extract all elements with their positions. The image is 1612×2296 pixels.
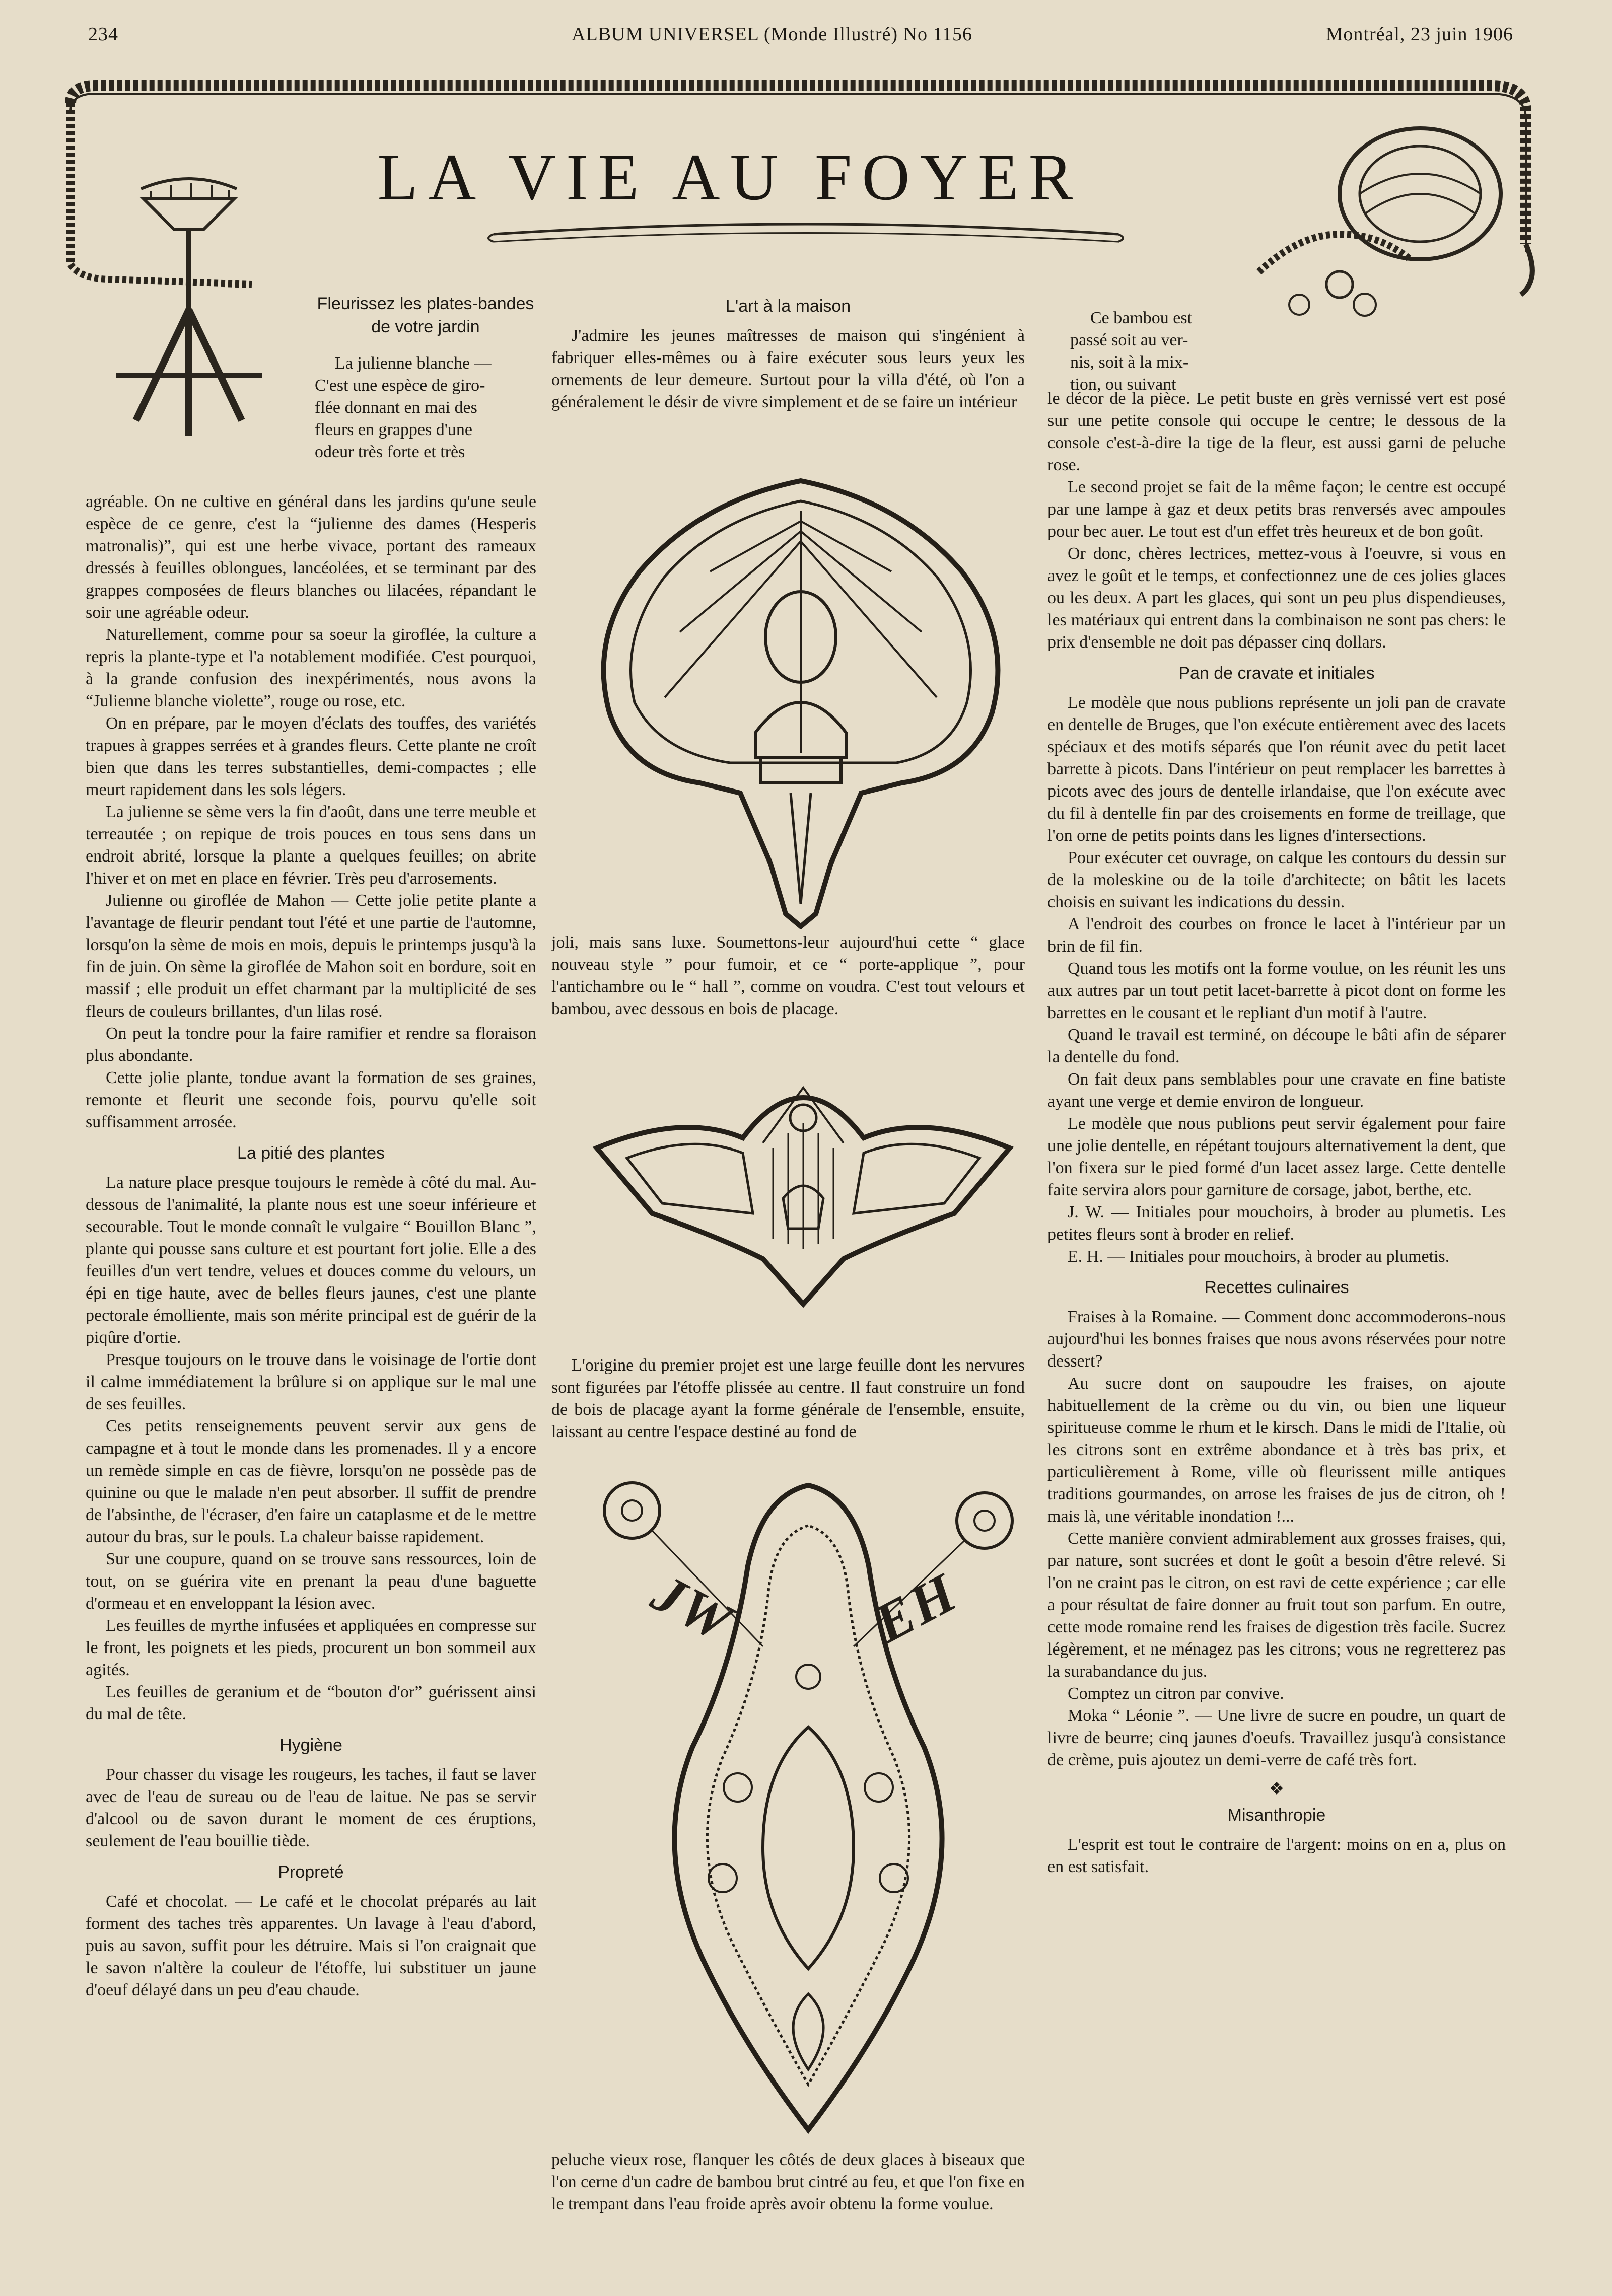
- lace-initials-eh: EH: [864, 1561, 967, 1655]
- paragraph: joli, mais sans luxe. Soumettons-leur aujourd'hui cette “ glace nouveau style ” pour fumoir, et ce “ porte-applique ”, pour l'antichambre ou le “ hall ”, comme on voudra. C'est tout velours et bambou, avec dessous en bois de placage.: [551, 933, 1025, 1018]
- paragraph: Comptez un citron par convive.: [1068, 1684, 1284, 1703]
- art-article-cont: [551, 931, 1025, 1020]
- art-article-end: [551, 2149, 1025, 2215]
- paragraph: le décor de la pièce. Le petit buste en grès vernissé vert est posé sur une petite console qui occupe le centre; le dessous de la console c'est-à-dire la tige de la fleur, est aussi garni de peluche rose.: [1047, 389, 1506, 474]
- paragraph: Ces petits renseignements peuvent servir aux gens de campagne et à tout le monde dans les promenades. Il y a encore un remède simple en cas de fièvre, lorsqu'on ne possède pas de quinine ou que le malade n'en peut absorber. Il suffit de prendre de l'absinthe, de l'écraser, d'en faire un cataplasme et de le mettre autour du bras, sur le pouls. La chaleur baisse rapidement.: [86, 1417, 536, 1546]
- paragraph: Presque toujours on le trouve dans le voisinage de l'ortie dont il calme immédiatement la brûlure si on applique sur le mal une de ses feuilles.: [86, 1350, 536, 1413]
- art-article-cont2: [551, 1354, 1025, 1443]
- paragraph: Cette manière convient admirablement aux grosses fraises, qui, par nature, sont sucrées et dont le goût a besoin d'être relevé. Si l'on ne craint pas le citron, on est ravi de cette expérience ; car elle a pour résultat de faire donner au fruit tout son parfum. En outre, cette mode romaine rend les fraises de digestion très facile. Sucrez légèrement, et ne ménagez pas les citrons; vous ne regretterez pas la surabandance du jus.: [1047, 1529, 1506, 1681]
- paragraph: Moka “ Léonie ”. — Une livre de sucre en poudre, un quart de livre de beurre; cinq jaunes d'oeufs. Travaillez jusqu'à consistance de crème, puis ajoutez un demi-verre de café très fort.: [1047, 1706, 1506, 1769]
- paragraph: Café et chocolat. — Le café et le chocolat préparés au lait forment des taches très apparentes. Un lavage à l'eau d'abord, puis au savon, suffit pour les détruire. Mais si l'on craignait que le savon n'altère la couleur de l'étoffe, lui substituer un jaune d'oeuf délayé dans un peu d'eau chaude.: [86, 1892, 536, 1999]
- paragraph: Quand tous les motifs ont la forme voulue, on les réunit les uns aux autres par un tout petit lacet-barrette à picot dont on forme les barrettes en le cousant et le repliant d'un motif à l'autre.: [1047, 959, 1506, 1022]
- lace-cravat-drawing: [572, 1465, 1045, 2140]
- intro-line: nis, soit à la mix-: [1070, 353, 1189, 372]
- misanthropie-heading: Misanthropie: [1227, 1806, 1326, 1825]
- intro-line: C'est une espèce de giro-: [315, 376, 485, 395]
- paragraph: Cette jolie plante, tondue avant la formation de ses graines, remonte et fleurit une seconde fois, pourvu qu'elle soit suffisamment arrosée.: [86, 1068, 536, 1131]
- paragraph: L'origine du premier projet est une large feuille dont les nervures sont figurées par l'étoffe plissée au centre. Il faut construire un fond de bois de placage ayant la forme générale de l'ensemble, ensuite, laissant au centre l'espace destiné au fond de: [551, 1356, 1025, 1441]
- recipes-heading: Recettes culinaires: [1204, 1278, 1349, 1297]
- bamboo-intro: [1070, 307, 1251, 396]
- paragraph: Quand le travail est terminé, on découpe le bâti afin de séparer la dentelle du fond.: [1047, 1026, 1506, 1066]
- paragraph: J. W. — Initiales pour mouchoirs, à broder au plumetis. Les petites fleurs sont à broder en relief.: [1047, 1203, 1506, 1244]
- page-number: 234: [88, 24, 118, 45]
- lace-initials-jw: JW: [643, 1561, 743, 1654]
- publication-title: ALBUM UNIVERSEL (Monde Illustré) No 1156: [572, 24, 973, 45]
- paragraph: Fraises à la Romaine. — Comment donc accommoderons-nous aujourd'hui les bonnes fraises que nous avons réservées pour notre dessert?: [1047, 1308, 1506, 1371]
- paragraph: J'admire les jeunes maîtresses de maison qui s'ingénient à fabriquer elles-mêmes ou à faire exécuter sous leurs yeux les ornements de leur demeure. Surtout pour la villa d'été, où l'on a généralement le désir de vivre simplement et de se faire un intérieur: [551, 326, 1025, 411]
- plants-heading: La pitié des plantes: [237, 1143, 385, 1163]
- intro-line: tion, ou suivant: [1070, 375, 1176, 394]
- paragraph: On fait deux pans semblables pour une cravate en fine batiste ayant une verge et demie environ de longueur.: [1047, 1070, 1506, 1111]
- paragraph: Les feuilles de myrthe infusées et appliquées en compresse sur le front, les poignets et les pieds, procurent un bon sommeil aux agités.: [86, 1616, 536, 1679]
- paragraph: E. H. — Initiales pour mouchoirs, à broder au plumetis.: [1068, 1247, 1450, 1266]
- paragraph: On en prépare, par le moyen d'éclats des touffes, des variétés trapues à grappes serrées et à grandes fleurs. Cette plante ne croît bien que dans les terres substantielles, demi-compactes ; elle meurt rapidement dans les sols légers.: [86, 714, 536, 799]
- paragraph: Le modèle que nous publions représente un joli pan de cravate en dentelle de Bruges, que l'on exécute entièrement avec des lacets spéciaux et des motifs séparés que l'on réunit avec du petit lacet barrette à picots. Dans l'intérieur on peut remplacer les barrettes à picots avec des jours de dentelle irlandaise, que l'on exécute avec du fil à dentelle fin par des croisements en forme de treillage, que l'on orne de petits points dans les lignes d'intersections.: [1047, 693, 1506, 845]
- paragraph: Pour chasser du visage les rougeurs, les taches, il faut se laver avec de l'eau de sureau ou de l'eau de laitue. Ne pas se servir d'alcool ou de savon durant le moment de ces éruptions, seulement de l'eau bouillie tiède.: [86, 1765, 536, 1850]
- mirror-bust-illustration: [579, 471, 1022, 929]
- paragraph: Julienne ou giroflée de Mahon — Cette jolie petite plante a l'avantage de fleurir pendant tout l'été et une partie de l'automne, lorsqu'on la sème de mois en mois, depuis le printemps jusqu'à la fin de juin. On sème la giroflée de Mahon soit en bordure, soit en massif ; elle produit un effet charmant par la multiplicité de ses fleurs de couleurs brillantes, d'un lilas rosé.: [86, 891, 536, 1021]
- paragraph: Le modèle que nous publions peut servir également pour faire une jolie dentelle, en répétant toujours alternativement la dent, que l'on fixera sur le pied formé d'un lacet assez large. Cette dentelle faite servira alors pour garniture de corsage, jabot, berthe, etc.: [1047, 1114, 1506, 1199]
- intro-line: flée donnant en mai des: [315, 398, 477, 417]
- paragraph: Or donc, chères lectrices, mettez-vous à l'oeuvre, si vous en avez le goût et le temps, et confectionnez une de ces jolies glaces ou les deux. A part les glaces, qui sont un peu plus dispendieuses, les matériaux qui entrent dans la combinaison ne sont pas chers: le prix d'ensemble ne doit pas dépasser cinq dollars.: [1047, 544, 1506, 652]
- intro-line: passé soit au ver-: [1070, 331, 1188, 349]
- lamp-bracket-illustration: [582, 1047, 1025, 1309]
- paragraph: L'esprit est tout le contraire de l'argent: moins on en a, plus on en est satisfait.: [1047, 1835, 1506, 1876]
- intro-line: La julienne blanche —: [335, 354, 492, 373]
- cravate-heading: Pan de cravate et initiales: [1178, 664, 1375, 683]
- paragraph: peluche vieux rose, flanquer les côtés de deux glaces à biseaux que l'on cerne d'un cadre de bambou brut cintré au feu, et que l'on fixe en le trempant dans l'eau froide après avoir obtenu la forme voulue.: [551, 2150, 1025, 2213]
- paragraph: Sur une coupure, quand on se trouve sans ressources, loin de tout, on se guérira vite en prenant la peau d'une baguette d'ormeau et en enveloppant la lésion avec.: [86, 1550, 536, 1613]
- paragraph: On peut la tondre pour la faire ramifier et rendre sa floraison plus abondante.: [86, 1024, 536, 1065]
- intro-line: fleurs en grappes d'une: [315, 420, 472, 439]
- section-masthead: LA VIE AU FOYER: [377, 140, 1083, 214]
- paragraph: A l'endroit des courbes on fronce le lacet à l'intérieur par un brin de fil fin.: [1047, 915, 1506, 956]
- garden-intro-lines: [315, 352, 536, 463]
- paragraph: Les feuilles de geranium et de “bouton d'or” guérissent ainsi du mal de tête.: [86, 1683, 536, 1724]
- paragraph: Pour exécuter cet ouvrage, on calque les contours du dessin sur de la moleskine ou de la toile d'architecte; on bâtit les lacets choisis en suivant les indications du dessin.: [1047, 848, 1506, 911]
- garden-article-body: [86, 491, 536, 2001]
- hygiene-heading: Hygiène: [279, 1736, 342, 1755]
- garden-article-intro: [315, 292, 536, 463]
- bamboo-and-recipes: [1047, 388, 1506, 1878]
- lace-cravat-illustration: [572, 1465, 1045, 2140]
- running-head: [88, 23, 1513, 53]
- issue-date: Montréal, 23 juin 1906: [1325, 24, 1513, 45]
- intro-line: odeur très forte et très: [315, 443, 465, 461]
- paragraph: La nature place presque toujours le remède à côté du mal. Au-dessous de l'animalité, la plante nous est une soeur inférieure et secourable. Tout le monde connaît le vulgaire “ Bouillon Blanc ”, plante qui pousse sans culture et est pourtant fort jolie. Elle a des feuilles d'un vert tendre, velues et douces comme du velours, un épi en tige haute, avec de belles fleurs jaunes, c'est une plante pectorale émolliente, mais son mérite principal est de guérir de la piqûre d'ortie.: [86, 1173, 536, 1347]
- garden-heading: Fleurissez les plates-bandes de votre jardin: [317, 294, 534, 336]
- paragraph: Naturellement, comme pour sa soeur la giroflée, la culture a repris la plante-type et l'a notablement modifiée. C'est pourquoi, à la grande confusion des inexpérimentés, nous avons la “Julienne blanche violette”, rouge ou rose, etc.: [86, 625, 536, 710]
- intro-line: Ce bambou est: [1090, 309, 1193, 327]
- paragraph: agréable. On ne cultive en général dans les jardins qu'une seule espèce de ce genre, c'est la “julienne des dames (Hesperis matronalis)”, qui est une herbe vivace, portant des rameaux dressés à feuilles oblongues, lancéolées, et se terminant par des grappes composées de fleurs blanches ou lilacées, répandant le soir une agréable odeur.: [86, 492, 536, 622]
- paragraph: La julienne se sème vers la fin d'août, dans une terre meuble et terreautée ; on repique de trois pouces en tous sens dans un endroit abrité, lorsque la plante a quelques feuilles; on abrite l'hiver et on met en place en février. Très peu d'arrosements.: [86, 803, 536, 888]
- proprete-heading: Propreté: [278, 1862, 344, 1882]
- ornament-divider: ❖: [1269, 1780, 1285, 1799]
- art-article-intro: [551, 295, 1025, 413]
- paragraph: Au sucre dont on saupoudre les fraises, on ajoute habituellement de la crème ou du vin, ou bien une liqueur spiritueuse comme le rhum et le kirsch. Dans le midi de l'Italie, où les citrons sont en extrême abondance et à très bas prix, et particulièrement à Rome, ville où fleurissent mille antiques traditions gourmandes, on arrose les fraises de jus de citron, oh ! mais là, une véritable inondation !...: [1047, 1374, 1506, 1526]
- art-heading: L'art à la maison: [725, 297, 851, 316]
- paragraph: Le second projet se fait de la même façon; le centre est occupé par une lampe à gaz et deux petits bras renversés avec ampoules pour bec auer. Le tout est d'un effet très heureux et de bon goût.: [1047, 478, 1506, 541]
